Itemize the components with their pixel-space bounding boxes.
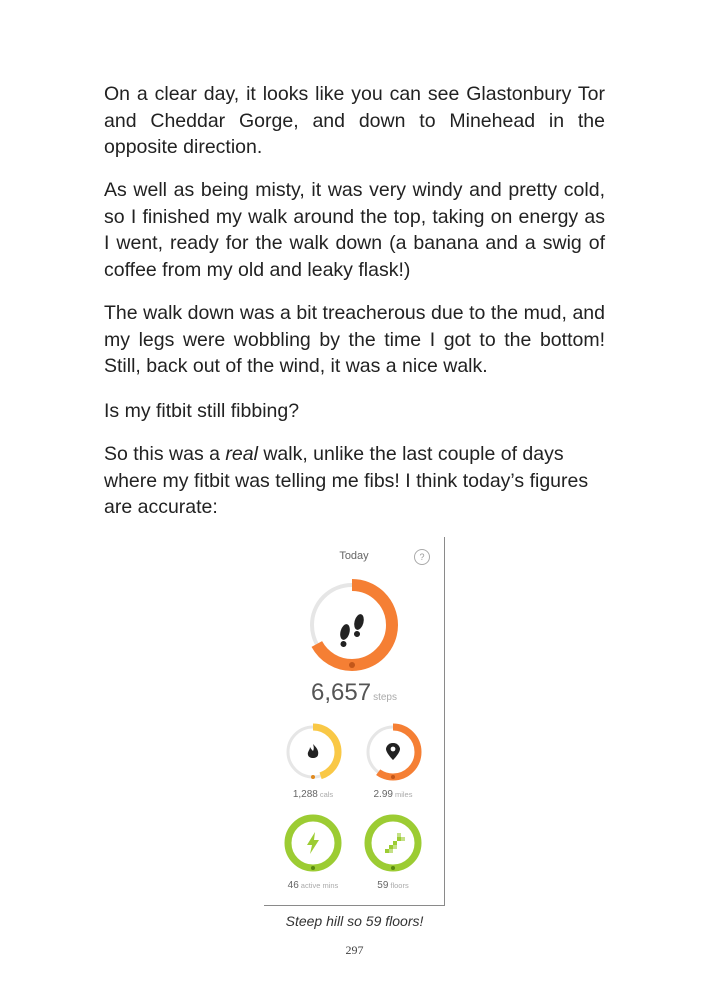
calories-readout xyxy=(268,789,358,800)
floors-readout xyxy=(348,880,438,891)
distance-unit: miles xyxy=(394,790,413,799)
active-minutes-readout xyxy=(268,880,358,891)
section-heading: Is my fitbit still fibbing? xyxy=(104,400,300,422)
page-number: 297 xyxy=(345,943,364,957)
floors-value: 59 xyxy=(377,880,389,891)
steps-unit: steps xyxy=(373,692,397,703)
paragraph-5-start: So this was a xyxy=(104,443,226,465)
active-minutes-ring[interactable] xyxy=(283,813,343,873)
figure-caption: Steep hill so 59 floors! xyxy=(285,913,424,929)
steps-ring[interactable] xyxy=(304,577,400,673)
fitbit-screenshot xyxy=(264,537,445,906)
distance-readout xyxy=(348,789,438,800)
paragraph-3: The walk down was a bit treacherous due to the mud, and my legs were wobbling by the time I got to the bottom! Still, back out of the wind, it was a nice walk. xyxy=(104,302,605,377)
calories-value: 1,288 xyxy=(292,789,318,800)
dashboard-title: Today xyxy=(339,550,369,562)
emphasis-real: real xyxy=(225,443,258,465)
calories-ring[interactable] xyxy=(283,722,343,782)
location-pin-icon xyxy=(386,743,400,760)
active-minutes-unit: active mins xyxy=(300,881,339,890)
help-icon[interactable]: ? xyxy=(414,549,430,565)
lightning-icon xyxy=(307,832,319,854)
steps-value: 6,657 xyxy=(311,679,372,706)
active-minutes-value: 46 xyxy=(287,880,299,891)
steps-readout xyxy=(264,679,444,707)
footprints-icon xyxy=(339,613,366,648)
paragraph-5-end: walk, unlike the last couple of days where my fitbit was telling me fibs! I think today’s figures are accurate: xyxy=(104,443,589,518)
distance-value: 2.99 xyxy=(373,789,393,800)
stairs-icon xyxy=(385,833,405,853)
floors-unit: floors xyxy=(390,881,409,890)
distance-ring[interactable] xyxy=(363,722,423,782)
calories-unit: cals xyxy=(319,790,334,799)
paragraph-2: As well as being misty, it was very windy and pretty cold, so I finished my walk around the top, taking on energy as I went, ready for the walk down (a banana and a swig of coffee from my old and leaky flask!) xyxy=(104,179,605,281)
paragraph-1: On a clear day, it looks like you can see Glastonbury Tor and Cheddar Gorge, and down to Minehead in the opposite direction. xyxy=(104,83,605,158)
flame-icon xyxy=(308,744,318,758)
paragraph-5 xyxy=(104,441,614,521)
floors-ring[interactable] xyxy=(363,813,423,873)
